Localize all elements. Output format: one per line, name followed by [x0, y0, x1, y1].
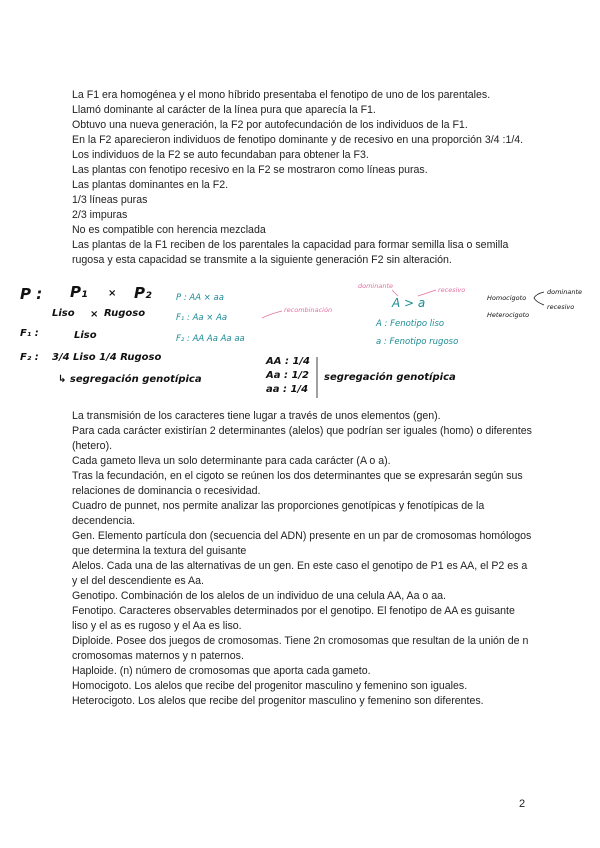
text-line: Heterocigoto. Los alelos que recibe del progenitor masculino y femenino son diferentes.: [72, 695, 484, 707]
text-line: Obtuvo una nueva generación, la F2 por autofecundación de los individuos de la F1.: [72, 119, 468, 131]
note-p-label: P :: [20, 285, 43, 303]
text-line: La transmisión de los caracteres tiene lugar a través de unos elementos (gen).: [72, 410, 441, 422]
text-line: Llamó dominante al carácter de la línea pura que aparecía la F1.: [72, 104, 376, 116]
text-line: Alelos. Cada una de las alternativas de un gen. En este caso el genotipo de P1 es AA, el P2 es a y el del descendiente es Aa.: [72, 560, 528, 587]
top-text-block: [72, 88, 532, 268]
text-line: Genotipo. Combinación de los alelos de un individuo de una celula AA, Aa o aa.: [72, 590, 446, 602]
text-line: Homocigoto. Los alelos que recibe del progenitor masculino y femenino son iguales.: [72, 680, 468, 692]
note-rugoso: Rugoso: [104, 308, 146, 319]
note-segregacion: ↳ segregación genotípica: [58, 374, 202, 385]
note-recesivo: recesivo: [438, 286, 466, 294]
note-heterocigoto: Heterocigoto: [487, 311, 530, 319]
text-line: La F1 era homogénea y el mono híbrido presentaba el fenotipo de uno de los parentales.: [72, 89, 491, 101]
note-dominante: dominante: [358, 282, 394, 290]
text-line: Fenotipo. Caracteres observables determinados por el genotipo. El fenotipo de AA es guisante liso y el as es rugoso y el Aa es liso.: [72, 605, 515, 632]
note-gen-f2: F₂ : AA Aa Aa aa: [176, 334, 245, 344]
note-f1-label: F₁ :: [20, 328, 39, 339]
text-line: Gen. Elemento partícula don (secuencia del ADN) presente en un par de cromosomas homólogos que determina la textura del guisante: [72, 530, 532, 557]
note-a-gt-a: A > a: [392, 296, 426, 310]
note-fenotipo-rugoso: a : Fenotipo rugoso: [376, 337, 459, 347]
text-line: No es compatible con herencia mezclada: [72, 224, 266, 236]
note-gen-p: P : AA × aa: [176, 293, 224, 303]
note-cross: ×: [90, 309, 99, 320]
brace-stroke: [534, 292, 544, 305]
note-recombinacion: recombinación: [284, 306, 333, 314]
note-homocigoto: Homocigoto: [487, 294, 527, 302]
note-f2-label: F₂ :: [20, 352, 39, 363]
text-line: Las plantas dominantes en la F2.: [72, 179, 229, 191]
text-line: Las plantas con fenotipo recesivo en la F2 se mostraron como líneas puras.: [72, 164, 428, 176]
bottom-text-block: [72, 409, 532, 709]
text-line: Las plantas de la F1 reciben de los parentales la capacidad para formar semilla lisa o semilla rugosa y esta capacidad se transmite a la siguiente generación F2 sin alteración.: [72, 239, 509, 266]
note-liso: Liso: [52, 308, 75, 319]
text-line: Diploide. Posee dos juegos de cromosomas. Tiene 2n cromosomas que resultan de la unión de n cromosomas maternos y n paternos.: [72, 635, 529, 662]
note-cross: ×: [108, 288, 117, 299]
text-line: Para cada carácter existirían 2 determinantes (alelos) que podrían ser iguales (homo) o diferentes (hetero).: [72, 425, 532, 452]
note-recesivo-right: recesivo: [547, 303, 575, 311]
note-fenotipo-liso: A : Fenotipo liso: [376, 319, 445, 329]
text-line: Los individuos de la F2 se auto fecundaban para obtener la F3.: [72, 149, 369, 161]
note-ratio-dom: AA : 1/4: [266, 356, 311, 367]
page-number: 2: [519, 798, 526, 810]
note-p2: P₂: [134, 284, 152, 302]
note-p1: P₁: [70, 283, 88, 301]
note-dominante-right: dominante: [547, 288, 583, 296]
note-segregacion-right: segregación genotípica: [324, 372, 456, 383]
text-line: En la F2 aparecieron individuos de fenotipo dominante y de recesivo en una proporción 3/4 :1/4.: [72, 134, 524, 146]
note-ratio-het: Aa : 1/2: [266, 370, 310, 381]
text-line: Tras la fecundación, en el cigoto se reúnen los dos determinantes que se expresarán según sus relaciones de dominancia o recesividad.: [72, 470, 523, 497]
note-ratio-rec: aa : 1/4: [266, 384, 309, 395]
text-line: Cuadro de punnet, nos permite analizar las proporciones genotípicas y fenotípicas de la decendencia.: [72, 500, 485, 527]
text-line: Haploide. (n) número de cromosomas que aporta cada gameto.: [72, 665, 371, 677]
arrow-stroke: [262, 311, 282, 318]
text-line: 2/3 impuras: [72, 209, 128, 221]
text-line: 1/3 líneas puras: [72, 194, 148, 206]
note-f1-liso: Liso: [74, 330, 97, 341]
note-f2-ratio: 3/4 Liso 1/4 Rugoso: [52, 352, 162, 363]
note-gen-f1: F₁ : Aa × Aa: [176, 313, 228, 323]
text-line: Cada gameto lleva un solo determinante para cada carácter (A o a).: [72, 455, 391, 467]
